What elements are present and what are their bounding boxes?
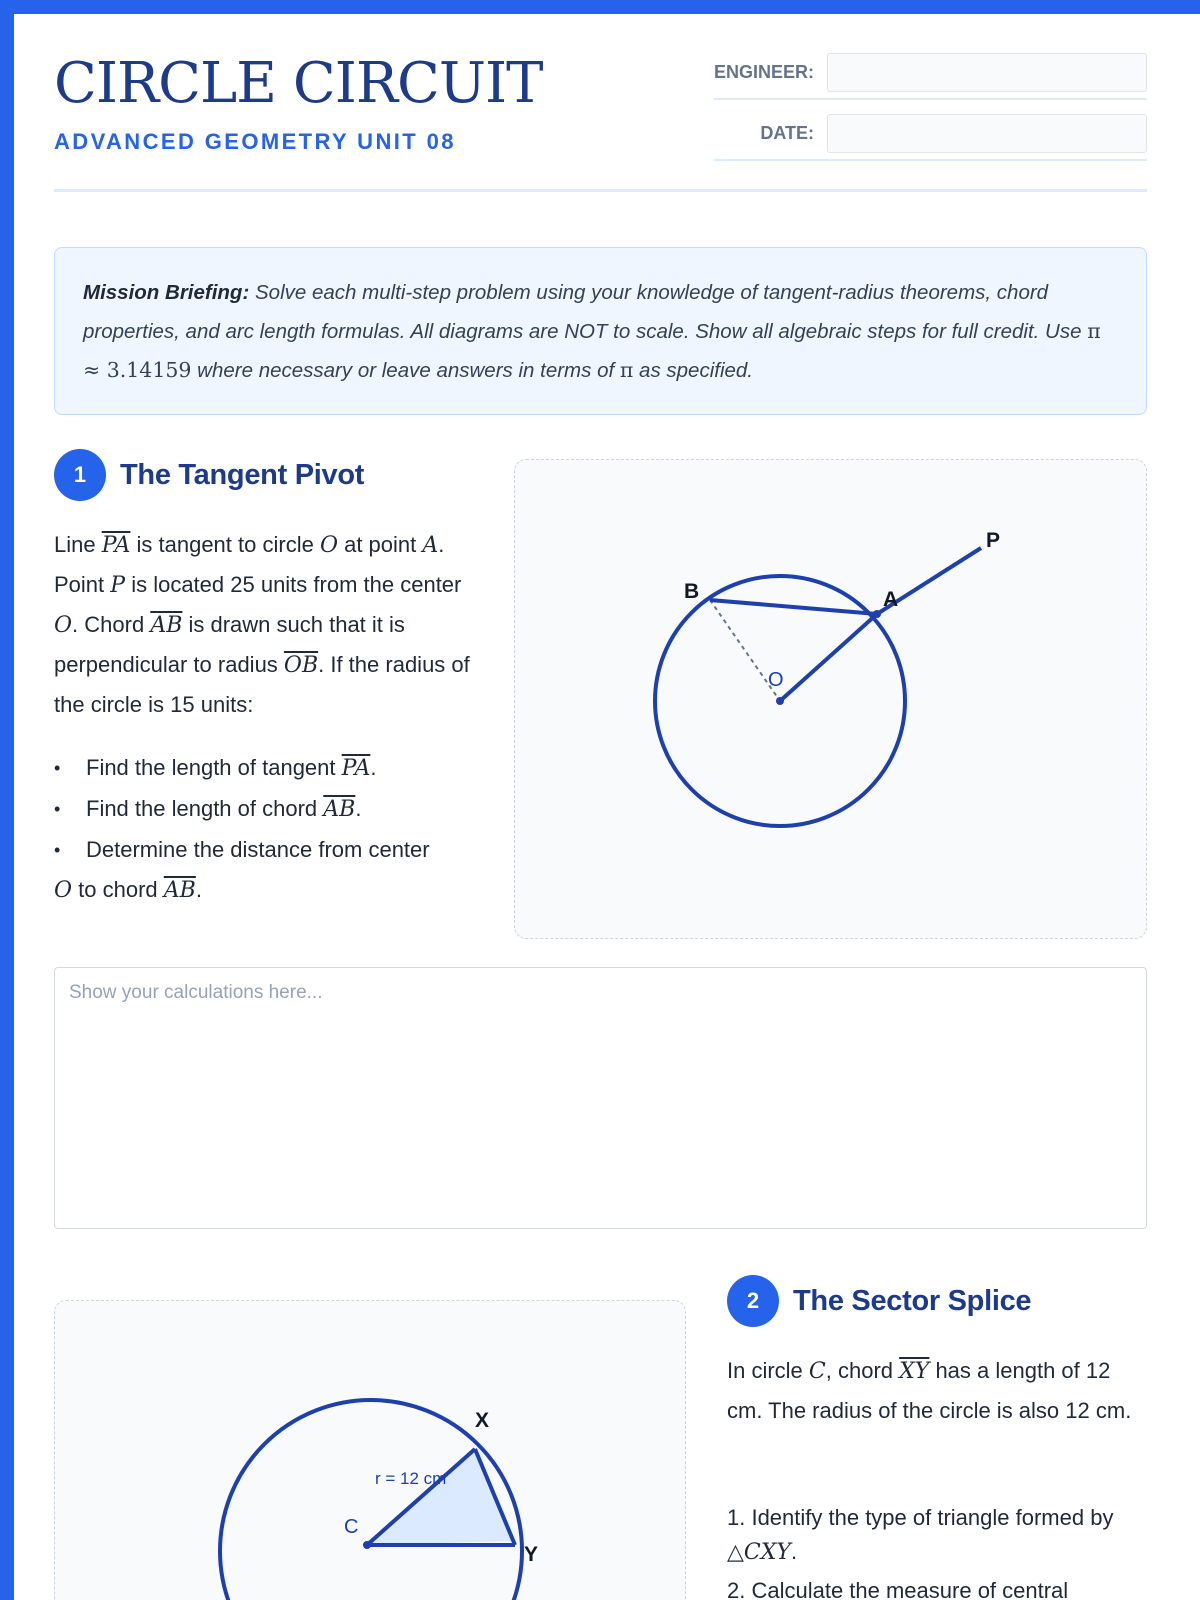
engineer-input[interactable] <box>827 53 1147 92</box>
briefing-pi: π <box>619 358 634 382</box>
briefing-text-1: Solve each multi-step problem using your knowledge of tangent-radius theorems, chord properties, and arc length formulas. All diagrams are NOT to scale. Show all algebraic steps for full credit. Use <box>83 281 1088 343</box>
tangent-diagram <box>515 460 1147 939</box>
problem-2-step: 1. Identify the type of triangle formed by △CXY. <box>727 1505 1114 1565</box>
worksheet-header <box>54 14 1147 192</box>
problem-2-step: 2. Calculate the measure of central <box>727 1578 1069 1600</box>
point-a <box>873 610 881 618</box>
calculation-area[interactable] <box>54 967 1147 1229</box>
problem-2-number: 2 <box>727 1275 779 1327</box>
problem-2-title: The Sector Splice <box>793 1284 1032 1317</box>
label-a: A <box>883 588 899 611</box>
top-accent-bar <box>0 0 1200 14</box>
label-p: P <box>986 529 1001 552</box>
problem-1-diagram <box>514 459 1147 939</box>
mission-briefing <box>54 247 1147 415</box>
problem-1-heading <box>54 449 364 501</box>
label-c: C <box>344 1516 359 1538</box>
sector-diagram <box>55 1301 686 1600</box>
problem-2-diagram <box>54 1300 686 1600</box>
problem-2-heading <box>727 1275 1031 1327</box>
problem-1-title: The Tangent Pivot <box>120 458 365 491</box>
left-accent-bar <box>0 0 14 1600</box>
briefing-text-2: where necessary or leave answers in terms of <box>191 359 620 382</box>
center-point <box>776 697 784 705</box>
problem-1-bullet: • Find the length of chord $\overline{AB}$. <box>54 789 474 830</box>
date-input[interactable] <box>827 114 1147 153</box>
problem-2-steps <box>727 1501 1147 1600</box>
label-b: B <box>684 580 700 603</box>
briefing-lead: Mission Briefing: <box>83 281 250 304</box>
engineer-label: ENGINEER: <box>713 62 814 82</box>
problem-2-statement: In circle C, chord $\overline{XY}$ has a length of 12 cm. The radius of the circle is also 12 cm. <box>727 1358 1132 1423</box>
calculation-placeholder: Show your calculations here... <box>69 982 323 1003</box>
label-x: X <box>475 1409 490 1432</box>
worksheet-title: CIRCLE CIRCUIT <box>54 51 543 116</box>
label-y: Y <box>524 1543 539 1566</box>
label-o: O <box>768 669 784 691</box>
chord-ab <box>710 600 877 614</box>
problem-1-statement: Line $\overline{PA}$ is tangent to circle O at point A. Point P is located 25 units from the center O. Chord $\overline{AB}$ is drawn such that it is perpendicular to radius $\overline{OB}$. If the radius of the circle is 15 units: <box>54 532 470 717</box>
center-c-point <box>363 1541 371 1549</box>
problem-1-number: 1 <box>54 449 106 501</box>
worksheet-subtitle: ADVANCED GEOMETRY UNIT 08 <box>54 129 456 154</box>
problem-1-bullet: • Determine the distance from center O to chord $\overline{AB}$. <box>54 830 474 911</box>
radius-label: r = 12 cm <box>375 1469 447 1488</box>
date-field <box>714 111 1147 161</box>
radius-oa <box>780 614 877 701</box>
engineer-field <box>714 50 1147 100</box>
problem-1-bullet: • Find the length of tangent $\overline{PA}$. <box>54 748 474 789</box>
date-label: DATE: <box>760 123 814 143</box>
worksheet-page <box>54 14 1147 1600</box>
briefing-text-3: as specified. <box>633 359 754 382</box>
briefing-pi-approx: π ≈ 3.14159 <box>83 319 1101 382</box>
problem-1-bullets <box>54 748 474 911</box>
